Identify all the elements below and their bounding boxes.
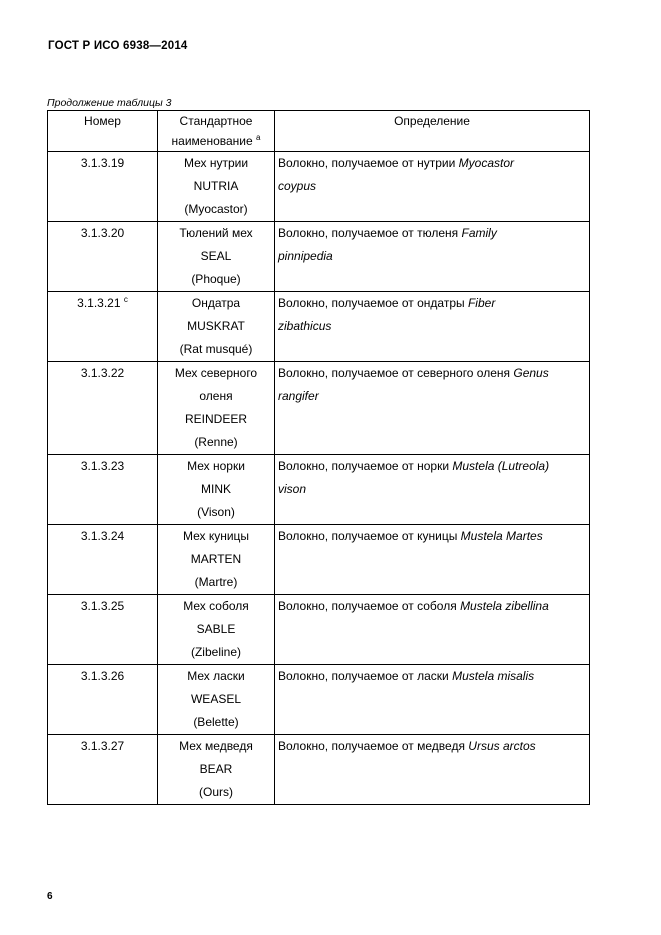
term-name-line: REINDEER <box>184 412 247 426</box>
term-name-line: BEAR <box>199 762 233 776</box>
term-name-line: Мех соболя <box>183 599 249 613</box>
term-number-cell <box>48 292 158 362</box>
definition-latin-name: zibathicus <box>278 319 332 333</box>
term-number-cell <box>48 455 158 525</box>
term-name-cell <box>158 525 275 595</box>
definition-latin-name: Mustela zibellina <box>460 599 549 613</box>
term-name-line: (Martre) <box>194 575 238 589</box>
table-row <box>48 362 590 455</box>
term-number: 3.1.3.21 <box>77 296 121 310</box>
term-definition-cell <box>275 292 590 362</box>
term-name-line: Мех нутрии <box>183 156 249 170</box>
header-definition <box>275 111 590 152</box>
term-name-line: Мех северного <box>174 366 258 380</box>
term-number: 3.1.3.25 <box>80 599 125 613</box>
definition-text: Волокно, получаемое от куницы <box>278 529 461 543</box>
term-definition-cell <box>275 595 590 665</box>
term-number-cell <box>48 665 158 735</box>
definition-latin-name: vison <box>278 482 307 496</box>
term-name-line: Мех норки <box>187 459 245 473</box>
term-name-line: (Myocastor) <box>184 202 248 216</box>
term-name-cell <box>158 455 275 525</box>
page-number: 6 <box>47 891 53 902</box>
term-name-line: (Belette) <box>193 715 239 729</box>
term-name-line: MARTEN <box>190 552 242 566</box>
term-number-cell <box>48 525 158 595</box>
definition-latin-name: rangifer <box>278 389 319 403</box>
term-name-line: (Vison) <box>197 505 235 519</box>
definition-text: Волокно, получаемое от медведя <box>278 739 469 753</box>
term-name-line: MINK <box>201 482 231 496</box>
term-name-line: WEASEL <box>190 692 241 706</box>
term-definition-cell <box>275 222 590 292</box>
definition-latin-name: Ursus arctos <box>468 739 536 753</box>
table-header-row <box>48 111 590 152</box>
term-name-line: Мех ласки <box>187 669 245 683</box>
header-number-label: Номер <box>84 114 121 128</box>
term-number: 3.1.3.26 <box>80 669 125 683</box>
term-number-cell <box>48 735 158 805</box>
table-row <box>48 152 590 222</box>
document-header: ГОСТ Р ИСО 6938—2014 <box>48 40 188 52</box>
term-number: 3.1.3.24 <box>80 529 125 543</box>
table-row <box>48 665 590 735</box>
header-number <box>48 111 158 152</box>
term-name-cell <box>158 595 275 665</box>
table-row <box>48 595 590 665</box>
term-name-cell <box>158 362 275 455</box>
table-row <box>48 455 590 525</box>
term-name-cell <box>158 152 275 222</box>
header-definition-label: Определение <box>394 114 470 128</box>
term-name-cell <box>158 735 275 805</box>
definition-latin-name: Mustela Martes <box>460 529 543 543</box>
term-definition-cell <box>275 152 590 222</box>
term-number: 3.1.3.19 <box>80 156 125 170</box>
term-number-footnote: с <box>123 295 128 304</box>
term-number: 3.1.3.22 <box>80 366 125 380</box>
term-name-cell <box>158 292 275 362</box>
table-row <box>48 525 590 595</box>
term-name-line: (Rat musqué) <box>179 342 253 356</box>
term-number-cell <box>48 595 158 665</box>
term-name-cell <box>158 665 275 735</box>
definition-latin-name: Family <box>461 226 497 240</box>
term-number-cell <box>48 362 158 455</box>
definition-latin-name: Mustela (Lutreola) <box>452 459 550 473</box>
term-name-cell <box>158 222 275 292</box>
header-name-line2: наименование <box>171 134 253 148</box>
definition-text: Волокно, получаемое от северного оленя <box>278 366 514 380</box>
term-number: 3.1.3.27 <box>80 739 125 753</box>
definition-latin-name: Fiber <box>467 296 496 310</box>
header-standard-name <box>158 111 275 152</box>
definition-text: Волокно, получаемое от соболя <box>278 599 461 613</box>
term-number: 3.1.3.20 <box>80 226 125 240</box>
term-definition-cell <box>275 362 590 455</box>
definition-latin-name: Mustela misalis <box>452 669 535 683</box>
definition-latin-name: pinnipedia <box>278 249 333 263</box>
header-name-line1: Стандартное <box>179 114 253 128</box>
term-name-line: Тюлений мех <box>179 226 253 240</box>
table-caption: Продолжение таблицы 3 <box>47 97 172 109</box>
term-name-line: (Renne) <box>194 435 238 449</box>
term-name-line: (Zibeline) <box>190 645 241 659</box>
definition-text: Волокно, получаемое от тюленя <box>278 226 462 240</box>
definition-text: Волокно, получаемое от нутрии <box>278 156 459 170</box>
term-name-line: (Phoque) <box>191 272 241 286</box>
term-definition-cell <box>275 735 590 805</box>
term-name-line: NUTRIA <box>193 179 239 193</box>
term-name-line: SEAL <box>200 249 232 263</box>
table-row <box>48 292 590 362</box>
term-name-line: Мех медведя <box>179 739 253 753</box>
term-definition-cell <box>275 525 590 595</box>
term-name-line: Ондатра <box>191 296 241 310</box>
header-name-footnote: а <box>256 133 261 142</box>
table-row <box>48 222 590 292</box>
terms-table <box>47 110 590 805</box>
definition-latin-name: Genus <box>513 366 549 380</box>
term-number-cell <box>48 222 158 292</box>
definition-text: Волокно, получаемое от ласки <box>278 669 453 683</box>
definition-text: Волокно, получаемое от норки <box>278 459 453 473</box>
term-name-line: Мех куницы <box>182 529 250 543</box>
term-number: 3.1.3.23 <box>80 459 125 473</box>
definition-text: Волокно, получаемое от ондатры <box>278 296 468 310</box>
term-name-line: (Ours) <box>199 785 233 799</box>
term-name-line: SABLE <box>196 622 236 636</box>
term-name-line: оленя <box>199 389 233 403</box>
term-name-line: MUSKRAT <box>187 319 245 333</box>
table-row <box>48 735 590 805</box>
definition-latin-name: coypus <box>278 179 317 193</box>
term-definition-cell <box>275 455 590 525</box>
term-number-cell <box>48 152 158 222</box>
term-definition-cell <box>275 665 590 735</box>
definition-latin-name: Myocastor <box>458 156 515 170</box>
